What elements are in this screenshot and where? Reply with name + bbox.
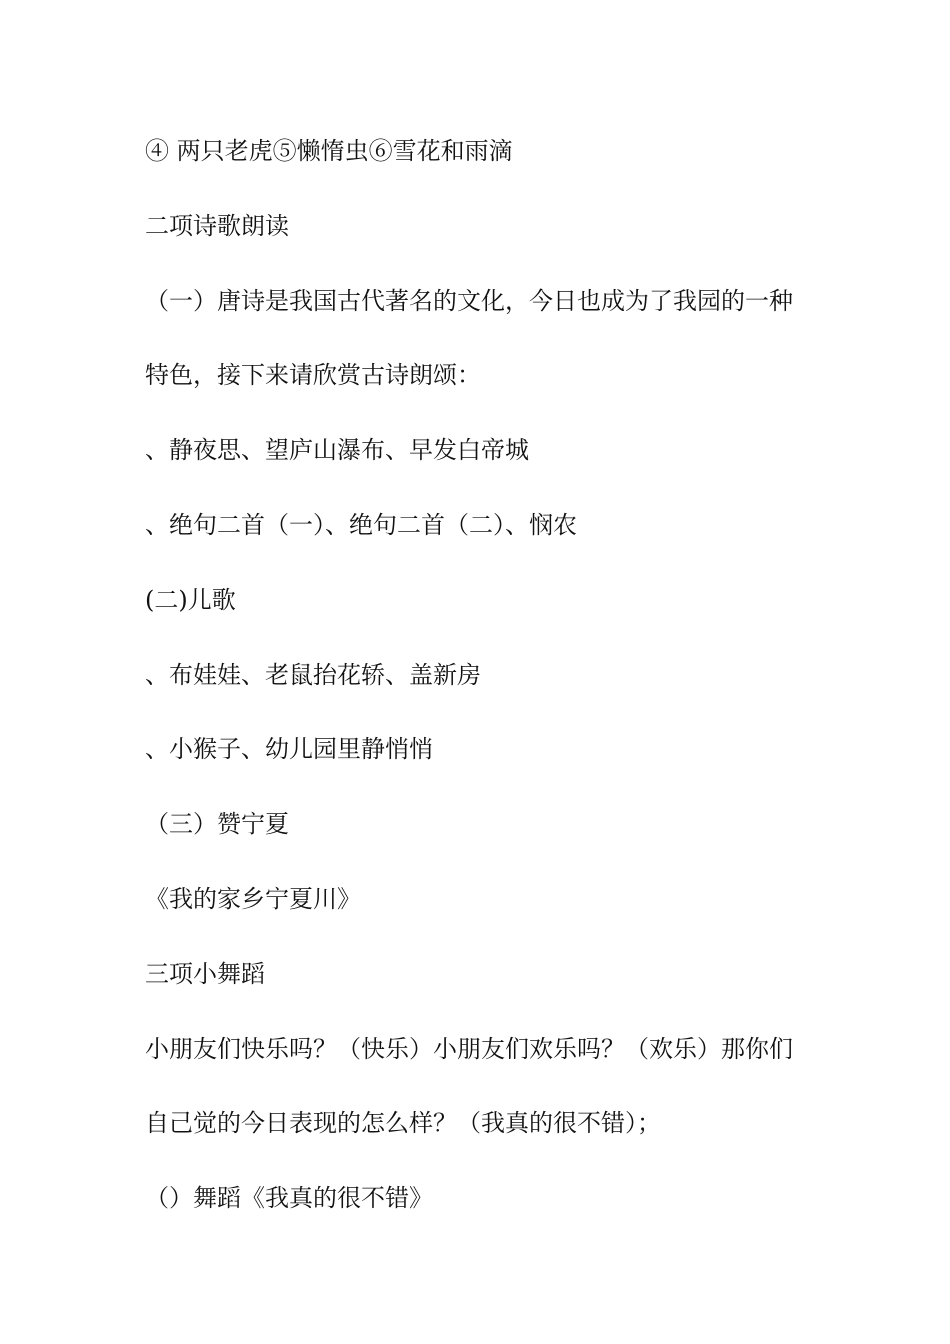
subsection-heading-nursery-rhymes: (二)儿歌 <box>145 586 236 614</box>
section-heading-poetry: 二项诗歌朗读 <box>145 212 289 240</box>
subsection-heading-ningxia: （三）赞宁夏 <box>145 810 289 838</box>
program-item-line: 、静夜思、望庐山瀑布、早发白帝城 <box>145 436 529 464</box>
paragraph-line: 小朋友们快乐吗？（快乐）小朋友们欢乐吗？（欢乐）那你们 <box>145 1035 793 1063</box>
program-item-line: 《我的家乡宁夏川》 <box>145 885 361 913</box>
program-item-line: 、绝句二首（一）、绝句二首（二）、悯农 <box>145 511 577 539</box>
program-item-line: 、小猴子、幼儿园里静悄悄 <box>145 735 433 763</box>
paragraph-line: 自己觉的今日表现的怎么样？（我真的很不错）； <box>145 1109 661 1137</box>
paragraph-line: 特色，接下来请欣赏古诗朗颂： <box>145 361 481 389</box>
program-item-line: （）舞蹈《我真的很不错》 <box>145 1184 433 1212</box>
program-item-line: 、布娃娃、老鼠抬花轿、盖新房 <box>145 661 481 689</box>
paragraph-line: （一）唐诗是我国古代著名的文化，今日也成为了我园的一种 <box>145 287 793 315</box>
program-item-line: ④ 两只老虎⑤懒惰虫⑥雪花和雨滴 <box>145 137 513 165</box>
section-heading-dance: 三项小舞蹈 <box>145 960 265 988</box>
